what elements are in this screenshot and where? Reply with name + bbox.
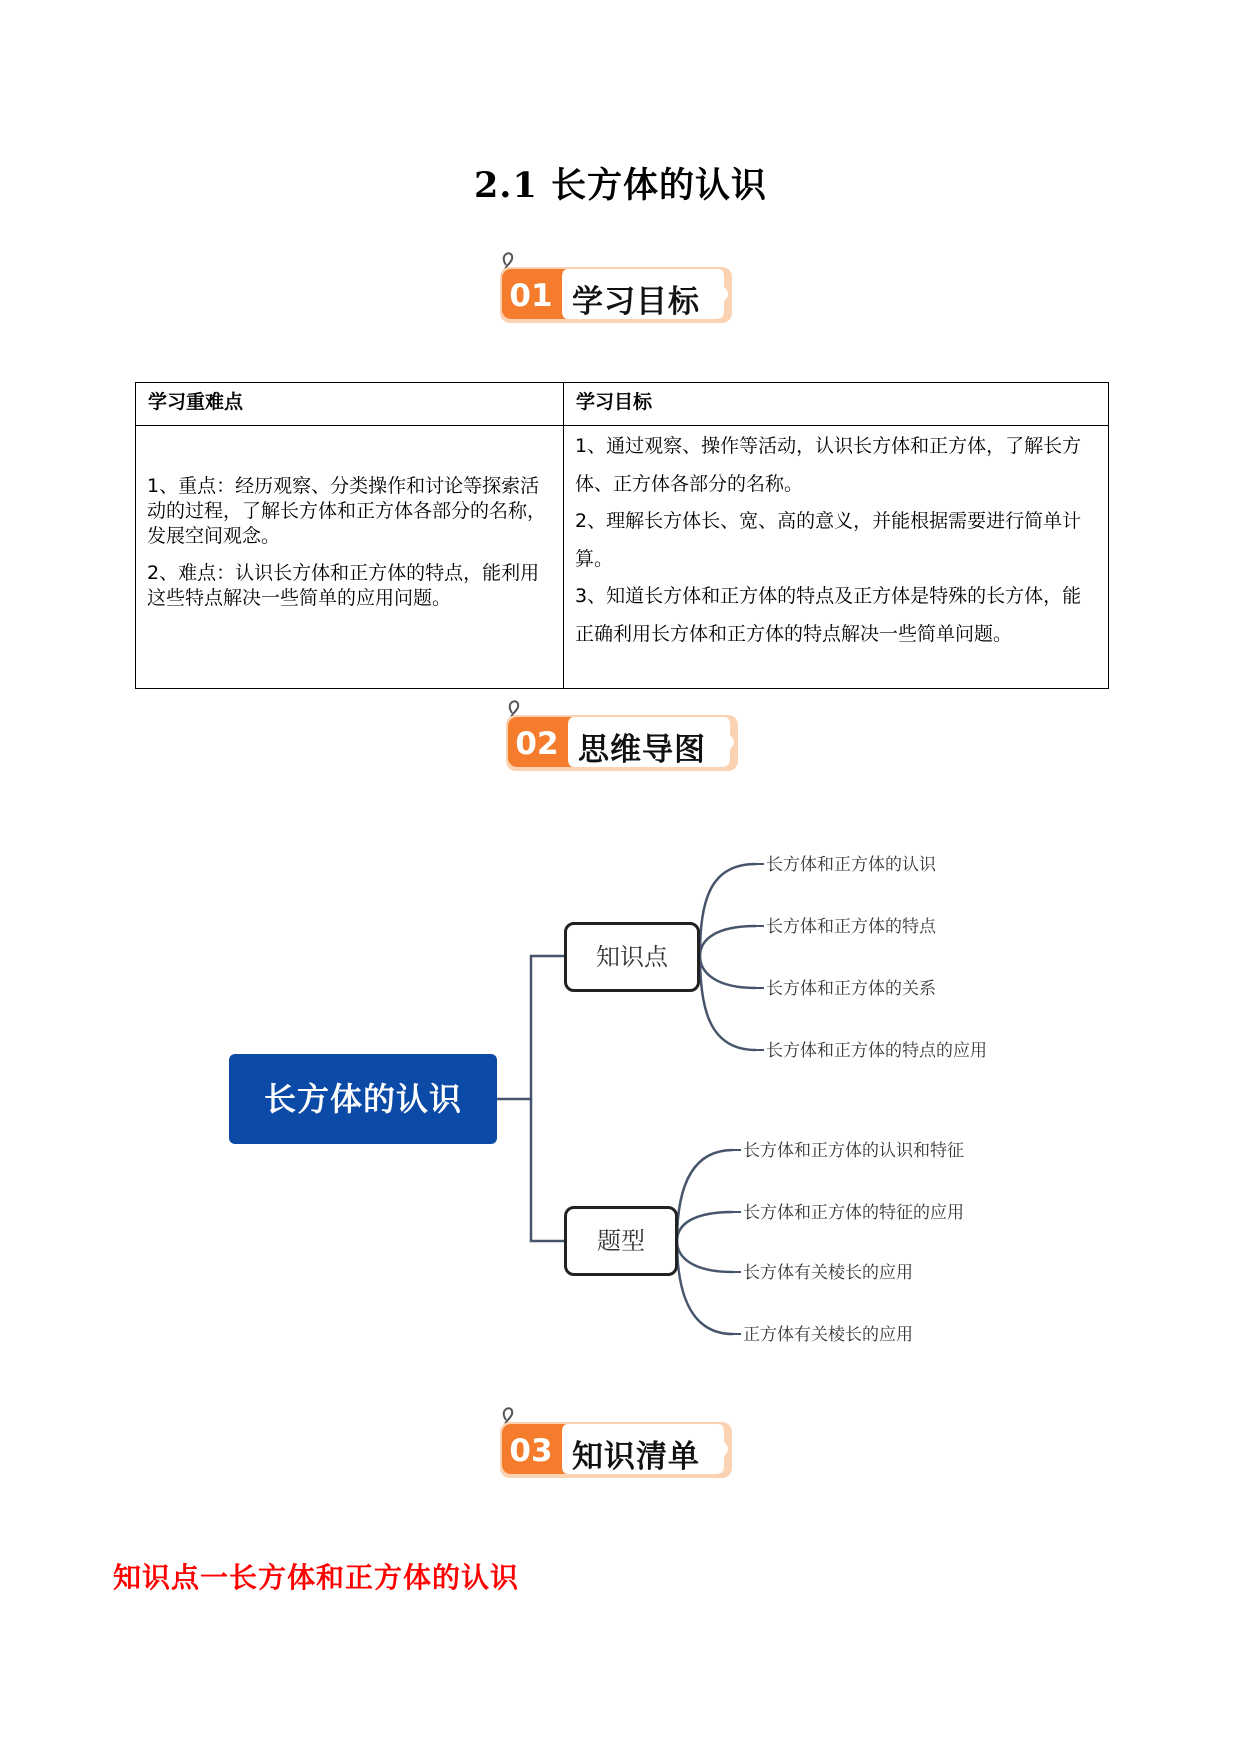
mindmap-root: 长方体的认识 (229, 1054, 497, 1144)
section-label: 学习目标 (572, 284, 700, 320)
section-number: 02 (515, 726, 559, 762)
mindmap-leaf: 长方体有关棱长的应用 (743, 1263, 913, 1283)
mindmap-leaf: 长方体和正方体的认识 (766, 855, 936, 875)
section-header-03 (492, 1398, 740, 1482)
table-header-goals: 学习目标 (564, 383, 1109, 426)
difficulty-item: 2、难点：认识长方体和正方体的特点，能利用这些特点解决一些简单的应用问题。 (147, 562, 540, 609)
page-title: 2.1 长方体的认识 (473, 165, 768, 206)
knowledge-point-heading: 知识点一长方体和正方体的认识 (113, 1561, 520, 1594)
mindmap-leaf: 长方体和正方体的特征的应用 (743, 1203, 964, 1223)
mindmap-leaf: 长方体和正方体的特点 (766, 917, 936, 937)
goal-item: 3、知道长方体和正方体的特点及正方体是特殊的长方体，能正确利用长方体和正方体的特点解决一些简单问题。 (575, 585, 1082, 645)
mindmap-branch-knowledge: 知识点 (564, 922, 700, 992)
mindmap-leaf: 长方体和正方体的特点的应用 (766, 1041, 987, 1061)
goal-item: 2、理解长方体长、宽、高的意义，并能根据需要进行简单计算。 (575, 510, 1082, 570)
table-header-difficulty: 学习重难点 (136, 383, 564, 426)
section-number: 03 (509, 1433, 553, 1469)
difficulty-item: 1、重点：经历观察、分类操作和讨论等探索活动的过程，了解长方体和正方体各部分的名称，发展空间观念。 (147, 475, 547, 547)
section-label: 知识清单 (572, 1439, 700, 1475)
mindmap-leaf: 正方体有关棱长的应用 (743, 1325, 913, 1345)
mindmap-branch-question-types: 题型 (564, 1206, 678, 1276)
section-label: 思维导图 (578, 732, 706, 768)
mindmap-leaf: 长方体和正方体的关系 (766, 979, 936, 999)
mindmap-leaf: 长方体和正方体的认识和特征 (743, 1141, 964, 1161)
goal-item: 1、通过观察、操作等活动，认识长方体和正方体，了解长方体、正方体各部分的名称。 (575, 435, 1082, 495)
section-number: 01 (509, 278, 553, 314)
